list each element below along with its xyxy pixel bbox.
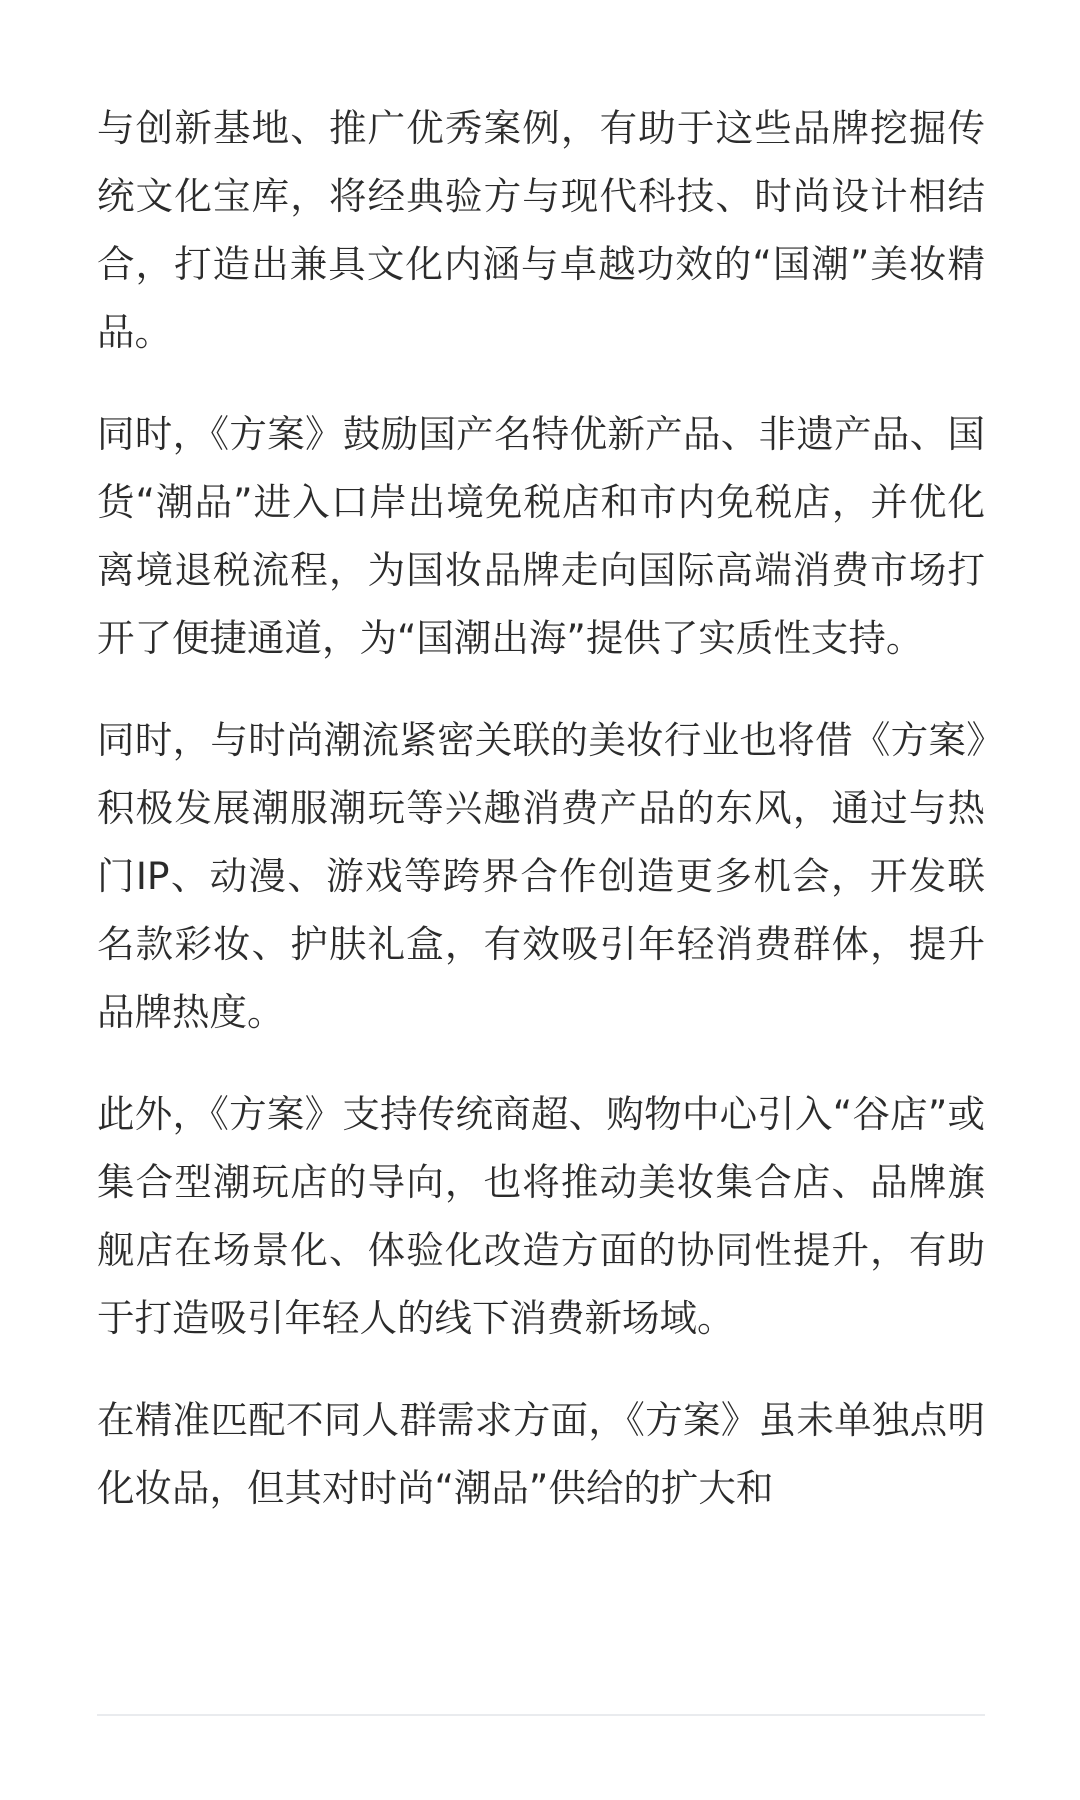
paragraph-2: 同时，《方案》鼓励国产名特优新产品、非遗产品、国货“潮品”进入口岸出境免税店和市内免税店，并优化离境退税流程，为国妆品牌走向国际高端消费市场打开了便捷通道，为“国潮出海”提供了实质性支持。 (97, 412, 985, 660)
paragraph-5: 在精准匹配不同人群需求方面，《方案》虽未单独点明化妆品，但其对时尚“潮品”供给的扩大和 (97, 1398, 985, 1510)
article-body (97, 94, 985, 1522)
paragraph-3: 同时，与时尚潮流紧密关联的美妆行业也将借《方案》积极发展潮服潮玩等兴趣消费产品的东风，通过与热门IP、动漫、游戏等跨界合作创造更多机会，开发联名款彩妆、护肤礼盒，有效吸引年轻消费群体，提升品牌热度。 (97, 718, 985, 1034)
paragraph-4: 此外，《方案》支持传统商超、购物中心引入“谷店”或集合型潮玩店的导向，也将推动美妆集合店、品牌旗舰店在场景化、体验化改造方面的协同性提升，有助于打造吸引年轻人的线下消费新场域。 (97, 1092, 985, 1340)
paragraph-1: 与创新基地、推广优秀案例，有助于这些品牌挖掘传统文化宝库，将经典验方与现代科技、时尚设计相结合，打造出兼具文化内涵与卓越功效的“国潮”美妆精品。 (97, 106, 985, 354)
bottom-divider (97, 1714, 985, 1716)
